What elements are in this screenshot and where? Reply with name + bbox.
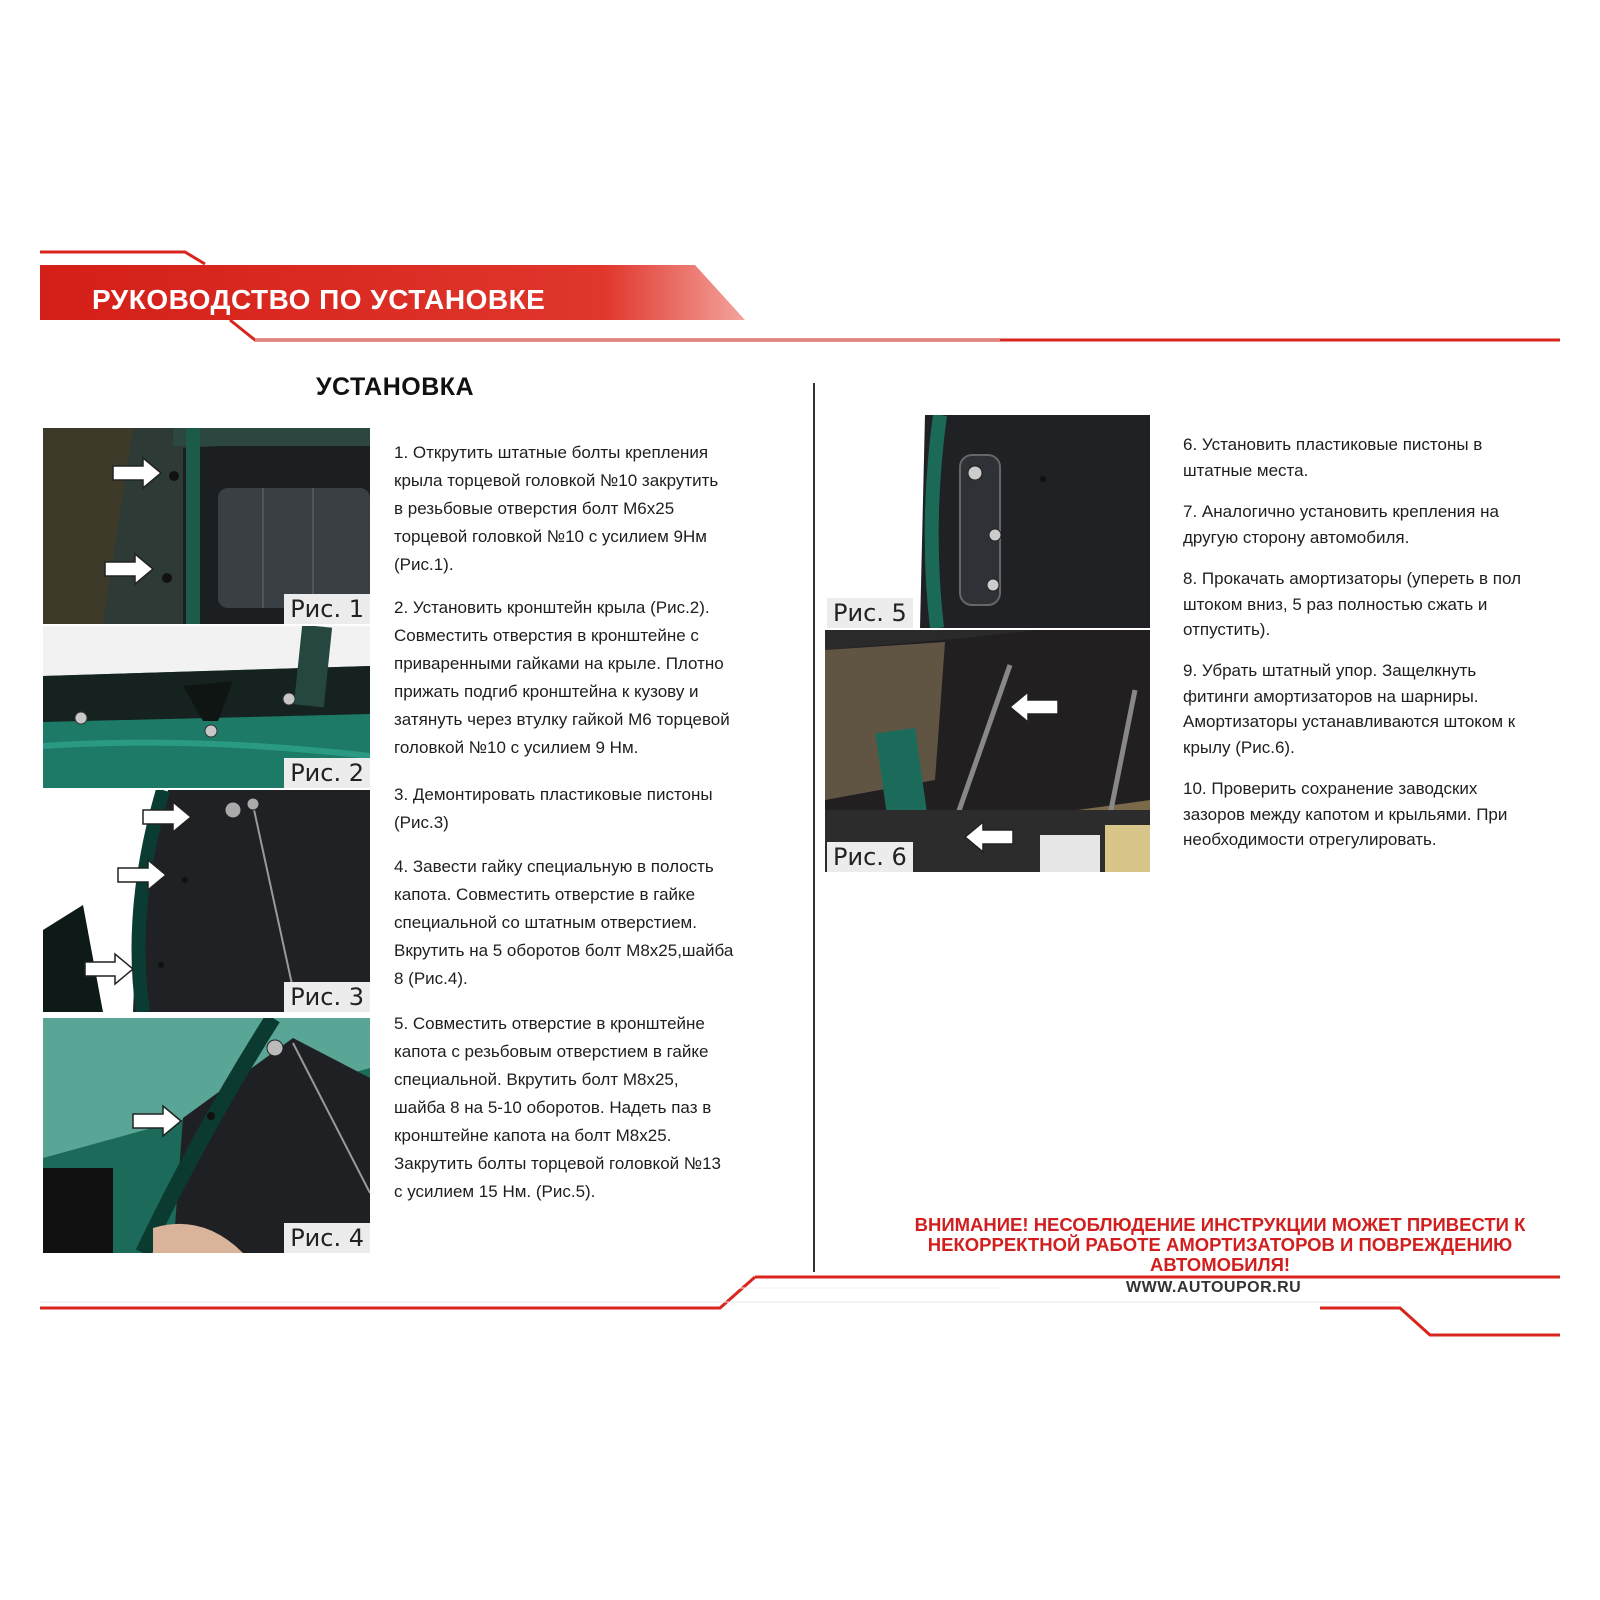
step-10-line: необходимости отрегулировать. — [1183, 830, 1437, 849]
warning-line: АВТОМОБИЛЯ! — [1149, 1254, 1291, 1275]
step-10-line: зазоров между капотом и крыльями. При — [1183, 804, 1508, 824]
figure-6 — [825, 630, 1150, 872]
step-4-line: 4. Завести гайку специальную в полость — [394, 857, 714, 876]
step-7 — [1183, 499, 1499, 550]
step-8 — [1183, 566, 1521, 643]
step-5-line: с усилием 15 Нм. (Рис.5). — [394, 1182, 596, 1201]
warning-line: НЕКОРРЕКТНОЙ РАБОТЕ АМОРТИЗАТОРОВ И ПОВРЕЖДЕНИЮ — [927, 1234, 1513, 1255]
step-4-line: специальной со штатным отверстием. — [394, 913, 697, 932]
figure-6-label: Рис. 6 — [827, 842, 913, 872]
step-8-line: штоком вниз, 5 раз полностью сжать и — [1183, 594, 1488, 614]
step-7-line: 7. Аналогично установить крепления на — [1183, 502, 1499, 521]
step-8-line: отпустить). — [1183, 620, 1271, 639]
step-5 — [394, 1010, 721, 1206]
step-2 — [394, 594, 730, 762]
step-5-line: капота с резьбовым отверстием в гайке — [394, 1042, 709, 1061]
step-9-line: Амортизаторы устанавливаются штоком к — [1183, 712, 1516, 731]
step-5-line: шайба 8 на 5-10 оборотов. Надеть паз в — [394, 1098, 712, 1117]
step-1-line: крыла торцевой головкой №10 закрутить — [394, 471, 719, 490]
step-2-line: Совместить отверстия в кронштейне с — [394, 626, 699, 645]
step-1 — [394, 439, 718, 579]
figure-5 — [825, 415, 1150, 628]
step-5-line: специальной. Вкрутить болт М8х25, — [394, 1070, 679, 1089]
header-title: РУКОВОДСТВО ПО УСТАНОВКЕ — [92, 284, 546, 315]
step-2-line: 2. Установить кронштейн крыла (Рис.2). — [394, 598, 710, 617]
figure-5-label: Рис. 5 — [827, 598, 913, 628]
footer-website: WWW.AUTOUPOR.RU — [1126, 1279, 1302, 1296]
step-3 — [394, 781, 713, 837]
step-4 — [394, 853, 733, 993]
step-2-line: приваренными гайками на крыле. Плотно — [394, 654, 724, 673]
figure-2 — [43, 626, 370, 788]
column-divider — [813, 383, 815, 1272]
step-1-line: торцевой головкой №10 с усилием 9Нм — [394, 527, 707, 546]
step-5-line: 5. Совместить отверстие в кронштейне — [394, 1014, 705, 1033]
figure-4 — [43, 1018, 370, 1253]
step-1-line: (Рис.1). — [394, 555, 454, 574]
step-4-line: 8 (Рис.4). — [394, 969, 468, 988]
step-6-line: 6. Установить пластиковые пистоны в — [1183, 435, 1483, 454]
step-6 — [1183, 432, 1482, 483]
figure-3 — [43, 790, 370, 1012]
step-4-line: Вкрутить на 5 оборотов болт М8х25,шайба — [394, 941, 734, 960]
step-4-line: капота. Совместить отверстие в гайке — [394, 885, 696, 904]
footer-graphic — [0, 1260, 1600, 1350]
figure-1 — [43, 428, 370, 624]
step-5-line: кронштейне капота на болт М8х25. — [394, 1126, 672, 1145]
step-1-line: 1. Открутить штатные болты крепления — [394, 443, 709, 462]
step-1-line: в резьбовые отверстия болт М6х25 — [394, 499, 675, 518]
figure-4-label: Рис. 4 — [284, 1223, 370, 1253]
step-10 — [1183, 776, 1507, 853]
figure-5-photo — [825, 415, 1150, 628]
figure-2-label: Рис. 2 — [284, 758, 370, 788]
step-9 — [1183, 658, 1515, 760]
step-8-line: 8. Прокачать амортизаторы (упереть в пол — [1183, 569, 1521, 588]
step-2-line: головкой №10 с усилием 9 Нм. — [394, 738, 639, 757]
step-2-line: затянуть через втулку гайкой М6 торцевой — [394, 710, 730, 729]
step-9-line: 9. Убрать штатный упор. Защелкнуть — [1183, 661, 1477, 680]
step-3-line: (Рис.3) — [394, 813, 449, 832]
step-9-line: фитинги амортизаторов на шарниры. — [1183, 686, 1479, 706]
step-10-line: 10. Проверить сохранение заводских — [1183, 779, 1478, 798]
figure-6-photo — [825, 630, 1150, 872]
section-title: УСТАНОВКА — [316, 373, 475, 401]
step-9-line: крылу (Рис.6). — [1183, 737, 1295, 757]
figure-3-photo — [43, 790, 370, 1012]
step-2-line: прижать подгиб кронштейна к кузову и — [394, 682, 699, 701]
step-7-line: другую сторону автомобиля. — [1183, 527, 1410, 547]
figure-1-label: Рис. 1 — [284, 594, 370, 624]
step-5-line: Закрутить болты торцевой головкой №13 — [394, 1154, 722, 1173]
figure-4-photo — [43, 1018, 370, 1253]
step-6-line: штатные места. — [1183, 460, 1309, 480]
step-3-line: 3. Демонтировать пластиковые пистоны — [394, 785, 713, 804]
figure-3-label: Рис. 3 — [284, 982, 370, 1012]
warning-line: ВНИМАНИЕ! НЕСОБЛЮДЕНИЕ ИНСТРУКЦИИ МОЖЕТ ПРИВЕСТИ К — [914, 1214, 1526, 1235]
